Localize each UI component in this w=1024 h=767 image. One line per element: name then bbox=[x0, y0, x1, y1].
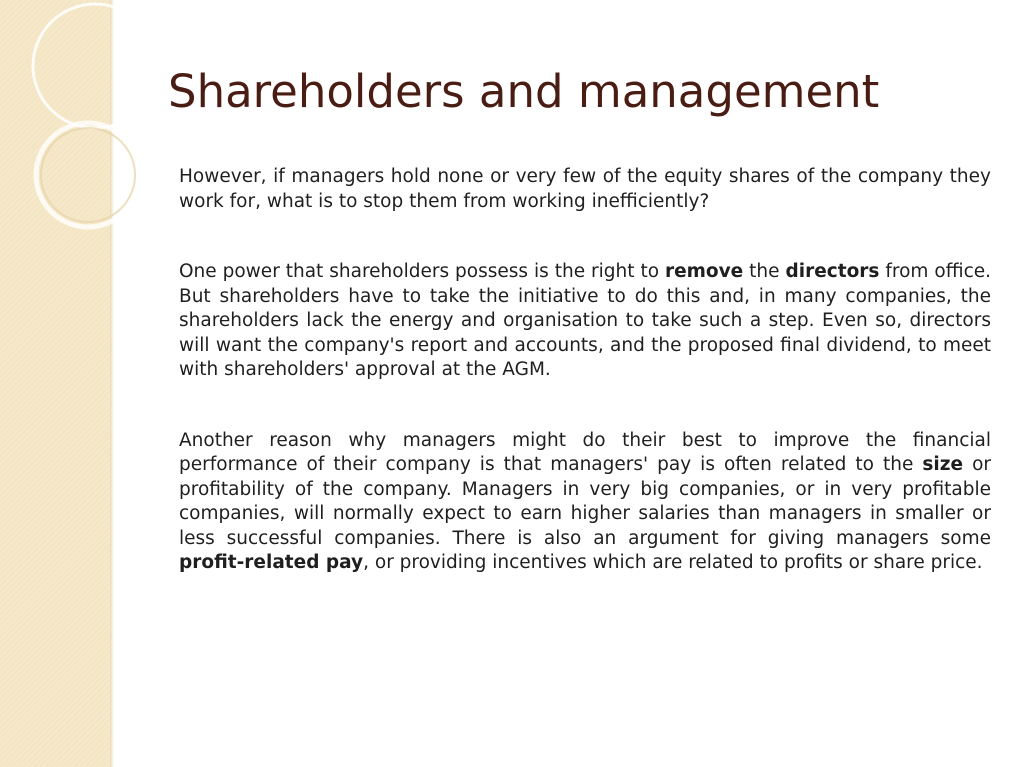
paragraph-3-text: Another reason why managers might do their best to improve the financial performance of their company is that managers' pay is often related to the bbox=[179, 429, 991, 475]
slide-body bbox=[179, 165, 991, 622]
small-ring-shadow bbox=[41, 128, 135, 222]
paragraph-3 bbox=[179, 429, 991, 576]
slide-title: Shareholders and management bbox=[168, 65, 880, 118]
paragraph-1 bbox=[179, 165, 991, 214]
keyword-size: size bbox=[922, 454, 964, 475]
paragraph-2 bbox=[179, 260, 991, 383]
keyword-profit-related-pay: profit-related pay bbox=[179, 552, 364, 573]
paragraph-2-text: One power that shareholders possess is the right to bbox=[179, 261, 665, 282]
small-ring bbox=[36, 123, 140, 227]
keyword-remove: remove bbox=[664, 261, 744, 282]
paragraph-3-text: , or providing incentives which are related to profits or share price. bbox=[363, 552, 983, 573]
paragraph-2-text: the bbox=[743, 261, 786, 282]
paragraph-3-text: or profitability of the company. Managers in very big companies, or in very profitable companies, will normally expect to earn higher salaries than managers in smaller or less successful companies. There is also an argument for giving managers some bbox=[179, 454, 991, 549]
paragraph-1-text: However, if managers hold none or very few of the equity shares of the company they work for, what is to stop them from working inefficiently? bbox=[179, 166, 991, 212]
paragraph-2-text: from office. But shareholders have to take the initiative to do this and, in many companies, the shareholders lack the energy and organisation to take such a step. Even so, directors will want the company's report and accounts, and the proposed final dividend, to meet with shareholders' approval at the AGM. bbox=[179, 261, 992, 380]
decorative-rings-icon bbox=[0, 0, 200, 300]
large-ring bbox=[33, 4, 157, 128]
keyword-directors: directors bbox=[785, 261, 880, 282]
